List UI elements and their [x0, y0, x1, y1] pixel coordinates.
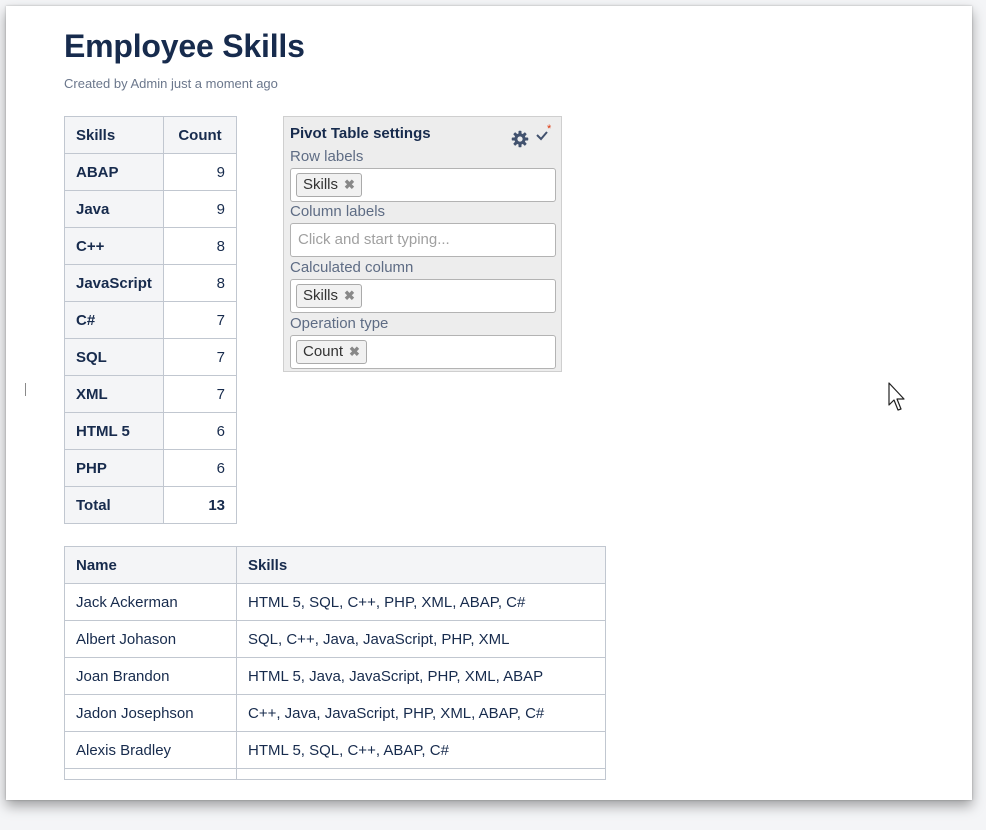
- table-row: [65, 658, 606, 695]
- pivot-total-row: [65, 487, 237, 524]
- pivot-skill-cell: ABAP: [65, 154, 164, 191]
- pivot-skill-cell: C++: [65, 228, 164, 265]
- pivot-row: [65, 228, 237, 265]
- pivot-count-cell: 8: [164, 228, 237, 265]
- pivot-row: [65, 191, 237, 228]
- pivot-skill-cell: PHP: [65, 450, 164, 487]
- pivot-count-cell: 7: [164, 376, 237, 413]
- chip-label: Skills: [303, 176, 339, 193]
- page-title: Employee Skills: [64, 28, 305, 64]
- employees-header-row: [65, 547, 606, 584]
- table-row: [65, 732, 606, 769]
- row-labels-chip[interactable]: [296, 173, 362, 197]
- pivot-row: [65, 450, 237, 487]
- name-cell: Alexis Bradley: [65, 732, 237, 769]
- pivot-header-row: [65, 117, 237, 154]
- skills-cell: HTML 5, SQL, C++, PHP, XML, ABAP, C#: [237, 584, 606, 621]
- calculated-column-field[interactable]: [290, 279, 556, 313]
- operation-type-label: Operation type: [290, 315, 389, 332]
- pivot-skill-cell: C#: [65, 302, 164, 339]
- pivot-row: [65, 302, 237, 339]
- remove-icon[interactable]: ✖: [349, 344, 360, 359]
- pivot-total-value: 13: [164, 487, 237, 524]
- panel-title: Pivot Table settings: [290, 125, 431, 142]
- employees-table: [64, 546, 606, 780]
- skills-cell: SQL, C++, Java, JavaScript, PHP, XML: [237, 621, 606, 658]
- pivot-count-cell: 7: [164, 339, 237, 376]
- header-name[interactable]: Name: [65, 547, 237, 584]
- header-skills[interactable]: Skills: [237, 547, 606, 584]
- pivot-table: [64, 116, 237, 524]
- pivot-skill-cell: XML: [65, 376, 164, 413]
- calculated-column-chip[interactable]: [296, 284, 362, 308]
- pivot-total-label: Total: [65, 487, 164, 524]
- remove-icon[interactable]: ✖: [344, 177, 355, 192]
- pivot-row: [65, 265, 237, 302]
- table-row-cutoff: [65, 769, 606, 780]
- pivot-row: [65, 339, 237, 376]
- pivot-skill-cell: JavaScript: [65, 265, 164, 302]
- name-cell: [65, 769, 237, 780]
- pivot-header-skills[interactable]: Skills: [65, 117, 164, 154]
- page-sheet: [6, 6, 972, 800]
- name-cell: Jadon Josephson: [65, 695, 237, 732]
- calculated-column-label: Calculated column: [290, 259, 414, 276]
- column-labels-field[interactable]: [290, 223, 556, 257]
- name-cell: Joan Brandon: [65, 658, 237, 695]
- text-caret: [25, 383, 26, 396]
- pivot-skill-cell: Java: [65, 191, 164, 228]
- table-row: [65, 621, 606, 658]
- table-row: [65, 584, 606, 621]
- pivot-settings-panel: [283, 116, 562, 372]
- pivot-skill-cell: SQL: [65, 339, 164, 376]
- remove-icon[interactable]: ✖: [344, 288, 355, 303]
- skills-cell: C++, Java, JavaScript, PHP, XML, ABAP, C#: [237, 695, 606, 732]
- operation-type-chip[interactable]: [296, 340, 367, 364]
- pivot-header-count[interactable]: Count: [164, 117, 237, 154]
- column-labels-label: Column labels: [290, 203, 386, 220]
- chip-label: Count: [303, 343, 344, 360]
- skills-cell: HTML 5, SQL, C++, ABAP, C#: [237, 732, 606, 769]
- pivot-skill-cell: HTML 5: [65, 413, 164, 450]
- pivot-count-cell: 8: [164, 265, 237, 302]
- pivot-count-cell: 6: [164, 413, 237, 450]
- pivot-count-cell: 6: [164, 450, 237, 487]
- row-labels-field[interactable]: [290, 168, 556, 202]
- skills-cell: [237, 769, 606, 780]
- pivot-row: [65, 413, 237, 450]
- table-row: [65, 695, 606, 732]
- required-marker: *: [547, 123, 552, 135]
- operation-type-field[interactable]: [290, 335, 556, 369]
- pivot-row: [65, 376, 237, 413]
- name-cell: Albert Johason: [65, 621, 237, 658]
- gear-icon[interactable]: [511, 130, 529, 148]
- row-labels-label: Row labels: [290, 148, 364, 165]
- page-byline: Created by Admin just a moment ago: [64, 76, 278, 91]
- chip-label: Skills: [303, 287, 339, 304]
- column-labels-placeholder: Click and start typing...: [298, 231, 450, 248]
- skills-cell: HTML 5, Java, JavaScript, PHP, XML, ABAP: [237, 658, 606, 695]
- pivot-count-cell: 7: [164, 302, 237, 339]
- mouse-pointer-icon: [888, 382, 908, 412]
- pivot-row: [65, 154, 237, 191]
- pivot-count-cell: 9: [164, 154, 237, 191]
- pivot-count-cell: 9: [164, 191, 237, 228]
- name-cell: Jack Ackerman: [65, 584, 237, 621]
